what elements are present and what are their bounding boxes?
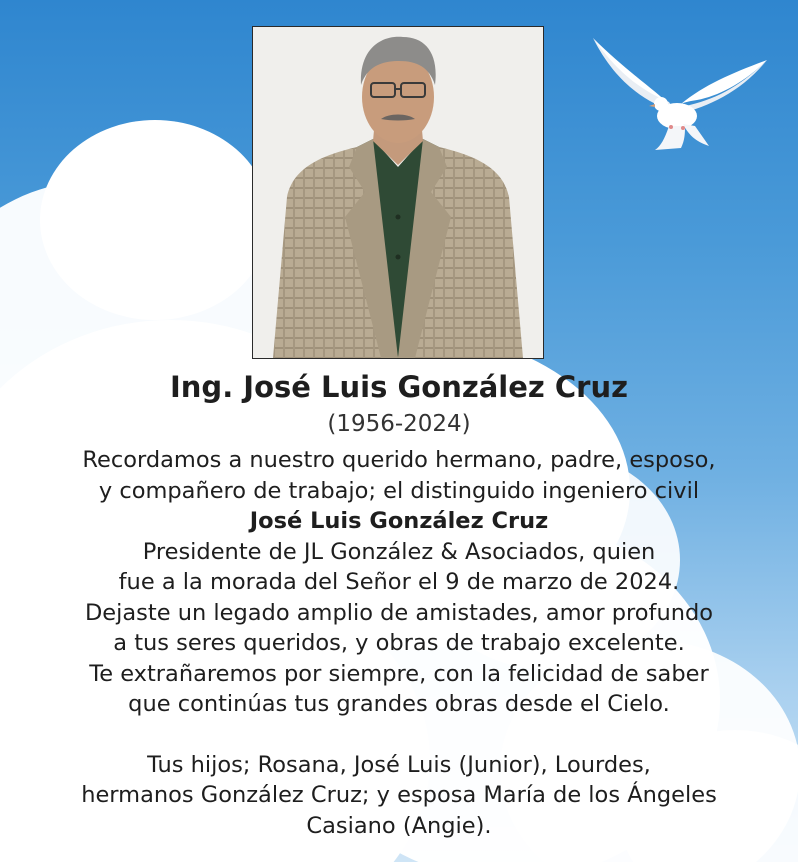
body-line-name: José Luis González Cruz (249, 508, 549, 534)
body-line: a tus seres queridos, y obras de trabajo excelente. (113, 630, 685, 656)
obituary-text (0, 365, 798, 841)
body-line: Te extrañaremos por siempre, con la felicidad de saber (89, 660, 709, 687)
family-line: hermanos González Cruz; y esposa María de los Ángeles (81, 782, 717, 808)
paragraph-spacer (0, 720, 798, 750)
deceased-name: Ing. José Luis González Cruz (170, 370, 628, 404)
body-line: Dejaste un legado amplio de amistades, amor profundo (84, 599, 714, 626)
dove-icon (585, 30, 775, 155)
family-line: Tus hijos; Rosana, José Luis (Junior), Lourdes, (147, 751, 651, 778)
body-line: Presidente de JL González & Asociados, quien (142, 538, 656, 565)
portrait-illustration (253, 27, 543, 358)
body-line: que continúas tus grandes obras desde el Cielo. (128, 691, 670, 717)
life-years: (1956-2024) (327, 411, 471, 437)
portrait-photo (252, 26, 544, 359)
family-line: Casiano (Angie). (306, 812, 492, 839)
body-line: y compañero de trabajo; el distinguido ingeniero civil (98, 477, 700, 504)
body-line: fue a la morada del Señor el 9 de marzo de 2024. (118, 569, 680, 595)
body-line: Recordamos a nuestro querido hermano, padre, esposo, (82, 447, 716, 473)
